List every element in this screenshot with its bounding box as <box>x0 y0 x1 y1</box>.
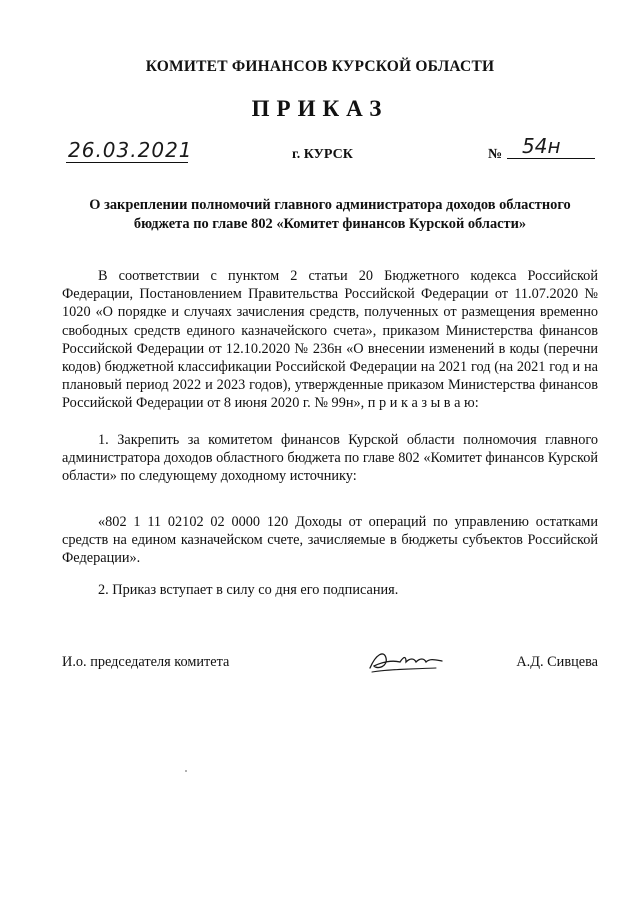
order-city: г. КУРСК <box>292 147 353 162</box>
order-date: 26.03.2021 <box>68 138 193 162</box>
order-subject: О закреплении полномочий главного администратора доходов областного бюджета по главе 802 «Комитет финансов Курской области» <box>89 197 571 232</box>
signatory-role: И.о. председателя комитета <box>62 654 230 670</box>
scan-speck <box>185 770 187 772</box>
order-title: ПРИКАЗ <box>251 96 389 121</box>
signatory-name: А.Д. Сивцева <box>516 654 598 670</box>
handwritten-signature <box>366 644 446 676</box>
committee-header: КОМИТЕТ ФИНАНСОВ КУРСКОЙ ОБЛАСТИ <box>145 58 495 75</box>
body-paragraph-item-1: 1. Закрепить за комитетом финансов Курской области полномочия главного администратора доходов областного бюджета по главе 802 «Комитет финансов Курской области» по следующему доходному источнику: <box>62 432 598 485</box>
body-paragraph-item-2: 2. Приказ вступает в силу со дня его подписания. <box>98 582 399 598</box>
number-underline <box>507 158 595 159</box>
order-number: 54н <box>522 134 561 158</box>
body-paragraph-revenue-code: «802 1 11 02102 02 0000 120 Доходы от операций по управлению остатками средств на едином казначейском счете, зачисляемые в бюджеты субъектов Российской Федерации». <box>62 514 598 567</box>
date-underline <box>66 162 188 163</box>
order-number-label: № <box>488 147 503 162</box>
body-paragraph-preamble: В соответствии с пунктом 2 статьи 20 Бюджетного кодекса Российской Федерации, Постановлением Правительства Российской Федерации от 11.07.2020 № 1020 «О порядке и случаях зачисления средств, полученных от размещения временно свободных средств единого казначейского счета», приказом Министерства финансов Российской Федерации от 12.10.2020 № 236н «О внесении изменений в коды (перечни кодов) бюджетной классификации Российской Федерации на 2021 год (на 2021 год и на плановый период 2022 и 2023 годов), утвержденные приказом Министерства финансов Российской Федерации от 8 июня 2020 г. № 99н», п р и к а з ы в а ю: <box>62 268 598 412</box>
